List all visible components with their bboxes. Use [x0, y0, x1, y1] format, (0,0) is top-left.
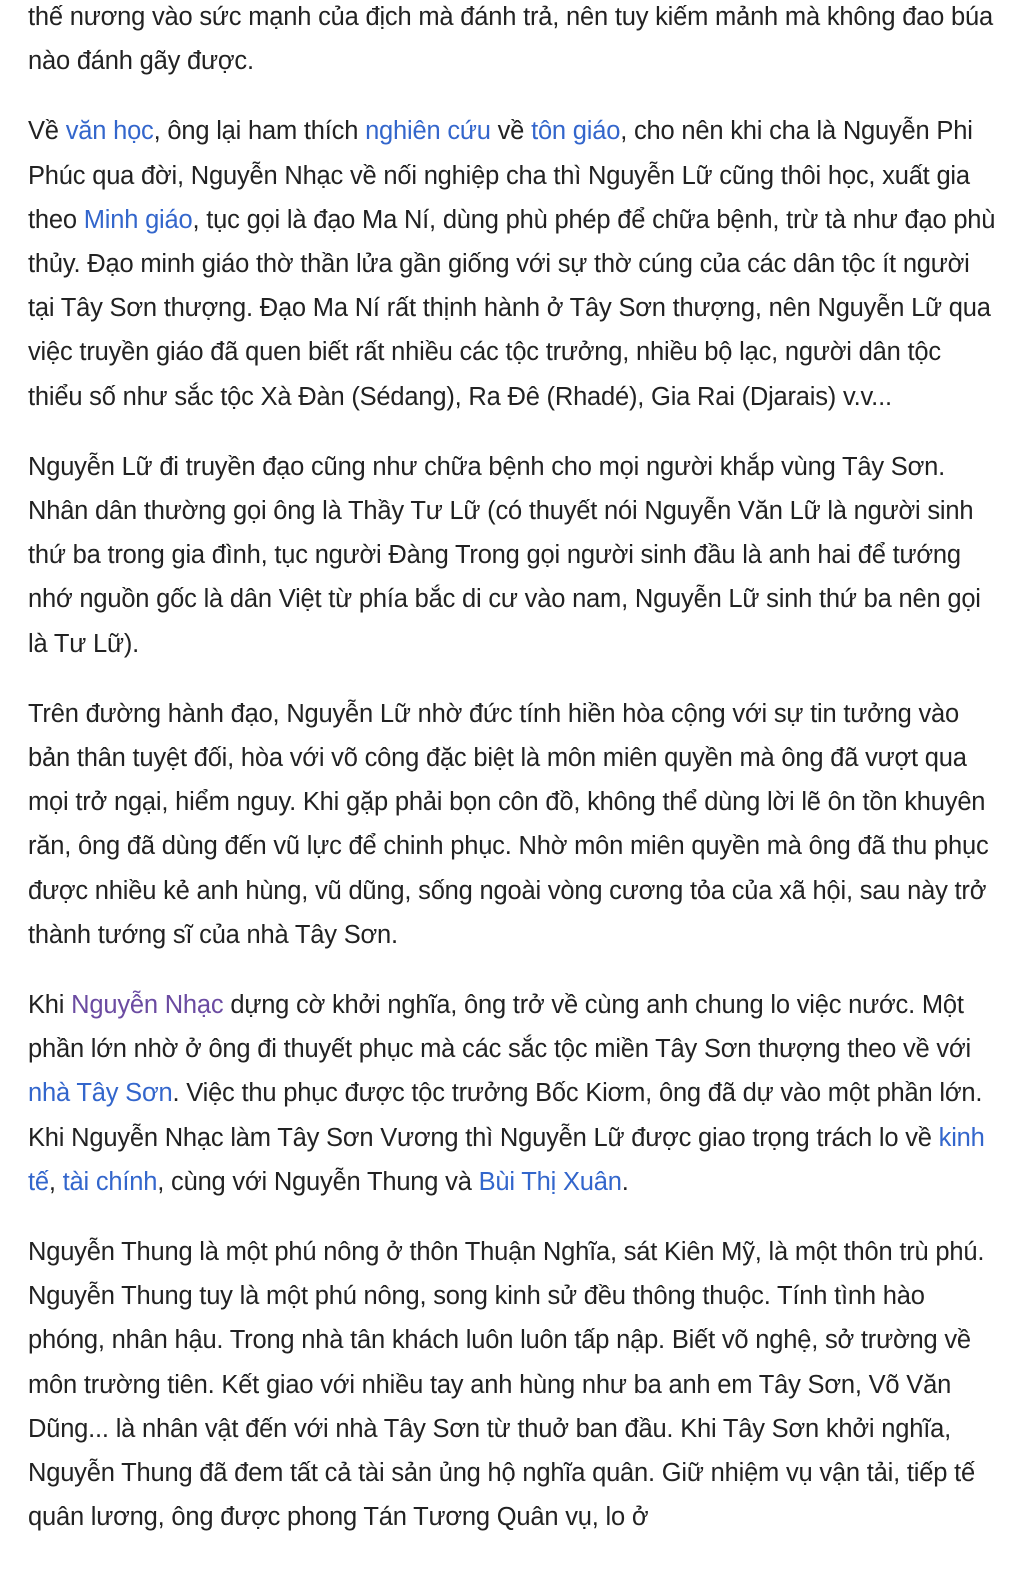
article-paragraph: [28, 983, 996, 1204]
paragraph-text: Khi: [28, 991, 72, 1020]
paragraph-text: , cùng với Nguyễn Thung và: [157, 1167, 479, 1196]
paragraph-text: . Việc thu phục được tộc trưởng Bốc Kiơm, ông đã dự vào một phần lớn. Khi Nguyễn Nhạc làm Tây Sơn Vương thì Nguyễn Lữ được giao trọng trách lo về: [28, 1079, 983, 1152]
inline-link[interactable]: tôn giáo: [531, 117, 621, 146]
paragraph-text: về: [490, 117, 532, 146]
inline-link[interactable]: Bùi Thị Xuân: [478, 1167, 622, 1196]
inline-link[interactable]: Nguyễn Nhạc: [71, 991, 224, 1020]
article-paragraph: [28, 445, 996, 666]
article-paragraph: [28, 0, 996, 83]
inline-link[interactable]: kinh tế: [28, 1123, 985, 1196]
inline-link[interactable]: tài chính: [62, 1167, 158, 1196]
paragraph-text: Trên đường hành đạo, Nguyễn Lữ nhờ đức tính hiền hòa cộng với sự tin tưởng vào bản thân tuyệt đối, hòa với võ công đặc biệt là môn miên quyền mà ông đã vượt qua mọi trở ngại, hiểm nguy. Khi gặp phải bọn côn đồ, không thể dùng lời lẽ ôn tồn khuyên răn, ông đã dùng đến vũ lực để chinh phục. Nhờ môn miên quyền mà ông đã thu phục được nhiều kẻ anh hùng, vũ dũng, sống ngoài vòng cương tỏa của xã hội, sau này trở thành tướng sĩ của nhà Tây Sơn.: [28, 699, 989, 949]
paragraph-text: thế nương vào sức mạnh của địch mà đánh trả, nên tuy kiếm mảnh mà không đao búa nào đánh gãy được.: [28, 3, 993, 76]
paragraph-text: ,: [48, 1167, 63, 1196]
paragraph-text: Nguyễn Thung là một phú nông ở thôn Thuận Nghĩa, sát Kiên Mỹ, là một thôn trù phú. Nguyễn Thung tuy là một phú nông, song kinh sử đều thông thuộc. Tính tình hào phóng, nhân hậu. Trong nhà tân khách luôn luôn tấp nập. Biết võ nghệ, sở trường về môn trường tiên. Kết giao với nhiều tay anh hùng như ba anh em Tây Sơn, Võ Văn Dũng... là nhân vật đến với nhà Tây Sơn từ thuở ban đầu. Khi Tây Sơn khởi nghĩa, Nguyễn Thung đã đem tất cả tài sản ủng hộ nghĩa quân. Giữ nhiệm vụ vận tải, tiếp tế quân lương, ông được phong Tán Tương Quân vụ, lo ở: [28, 1238, 985, 1532]
article-paragraph: [28, 109, 996, 418]
paragraph-text: Về: [28, 117, 66, 146]
article-body: [28, 0, 996, 1566]
article-paragraph: [28, 692, 996, 957]
inline-link[interactable]: văn học: [65, 117, 154, 146]
inline-link[interactable]: Minh giáo: [83, 205, 193, 234]
paragraph-text: .: [621, 1167, 629, 1196]
paragraph-text: dựng cờ khởi nghĩa, ông trở về cùng anh chung lo việc nước. Một phần lớn nhờ ở ông đi thuyết phục mà các sắc tộc miền Tây Sơn thượng theo về với: [28, 991, 971, 1064]
paragraph-text: , ông lại ham thích: [153, 117, 366, 146]
paragraph-text: , tục gọi là đạo Ma Ní, dùng phù phép để chữa bệnh, trừ tà như đạo phù thủy. Đạo minh giáo thờ thần lửa gần giống với sự thờ cúng của các dân tộc ít người tại Tây Sơn thượng. Đạo Ma Ní rất thịnh hành ở Tây Sơn thượng, nên Nguyễn Lữ qua việc truyền giáo đã quen biết rất nhiều các tộc trưởng, nhiều bộ lạc, người dân tộc thiểu số như sắc tộc Xà Đàn (Sédang), Ra Đê (Rhadé), Gia Rai (Djarais) v.v...: [28, 205, 996, 411]
inline-link[interactable]: nhà Tây Sơn: [28, 1079, 173, 1108]
inline-link[interactable]: nghiên cứu: [365, 117, 491, 146]
paragraph-text: Nguyễn Lữ đi truyền đạo cũng như chữa bệnh cho mọi người khắp vùng Tây Sơn. Nhân dân thường gọi ông là Thầy Tư Lữ (có thuyết nói Nguyễn Văn Lữ là người sinh thứ ba trong gia đình, tục người Đàng Trong gọi người sinh đầu là anh hai để tướng nhớ nguồn gốc là dân Việt từ phía bắc di cư vào nam, Nguyễn Lữ sinh thứ ba nên gọi là Tư Lữ).: [28, 452, 981, 658]
article-paragraph: [28, 1230, 996, 1539]
paragraph-text: , cho nên khi cha là Nguyễn Phi Phúc qua đời, Nguyễn Nhạc về nối nghiệp cha thì Nguyễn Lữ cũng thôi học, xuất gia theo: [28, 117, 973, 234]
